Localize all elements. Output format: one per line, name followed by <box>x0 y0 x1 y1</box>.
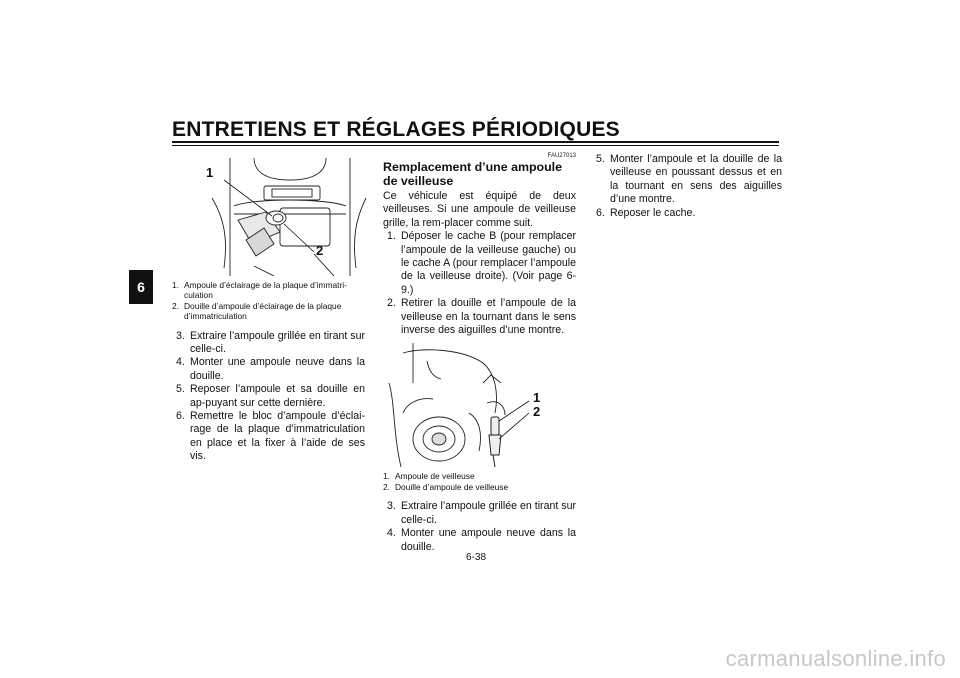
step-item: 5. Reposer l’ampoule et sa douille en ap-puyant sur cette dernière. <box>176 383 365 409</box>
step-list <box>176 330 365 464</box>
header-rule-thin <box>172 145 779 146</box>
step-list <box>387 500 576 554</box>
auxiliary-light-figure <box>383 343 573 467</box>
reference-code: FAU27013 <box>547 153 576 159</box>
step-item: 5. Monter l’ampoule et la douille de la veilleuse en poussant dessus et en la tournant en sens des aiguilles d’une montre. <box>596 153 782 206</box>
column-1 <box>172 158 365 464</box>
auxiliary-light-illustration <box>383 343 573 467</box>
step-item: 4. Monter une ampoule neuve dans la douille. <box>176 356 365 382</box>
page-number: 6-38 <box>466 552 487 563</box>
intro-paragraph: Ce véhicule est équipé de deux veilleuses. Si une ampoule de veilleuse grille, la rem-placer comme suit. <box>383 190 576 229</box>
column-2 <box>383 153 576 554</box>
legend-item: 1. Ampoule de veilleuse <box>383 471 475 482</box>
step-item: 6. Reposer le cache. <box>596 206 696 219</box>
step-item: 2. Retirer la douille et l’ampoule de la veilleuse en la tournant dans le sens inverse des aiguilles d’une montre. <box>387 297 576 337</box>
license-plate-light-illustration <box>194 158 384 276</box>
step-list <box>387 230 576 337</box>
figure-legend <box>383 471 576 492</box>
figure-legend <box>172 280 365 322</box>
header-rule <box>172 141 779 143</box>
chapter-tab: 6 <box>129 270 153 304</box>
step-item: 4. Monter une ampoule neuve dans la douille. <box>387 527 576 553</box>
watermark: carmanualsonline.info <box>725 646 946 671</box>
legend-item: 1. Ampoule d’éclairage de la plaque d’immatri-culation <box>172 280 347 301</box>
figure-callout-2: 2 <box>316 243 324 258</box>
step-item: 1. Déposer le cache B (pour remplacer l’ampoule de la veilleuse gauche) ou le cache A (pour remplacer l’ampoule de la veilleuse droite). (Voir page 6-9.) <box>387 230 576 296</box>
section-heading: Remplacement d’une ampoule de veilleuse <box>383 160 563 188</box>
figure-callout-1: 1 <box>206 165 214 180</box>
legend-item: 2. Douille d’ampoule d’éclairage de la plaque d’immatriculation <box>172 300 342 322</box>
figure-callout-1: 1 <box>533 390 541 406</box>
step-item: 3. Extraire l’ampoule grillée en tirant sur celle-ci. <box>176 329 365 356</box>
legend-item: 2. Douille d’ampoule de veilleuse <box>383 481 509 492</box>
column-3 <box>596 153 782 220</box>
step-item: 6. Remettre le bloc d’ampoule d’éclai-rage de la plaque d’immatriculation en place et la fixer à l’aide de ses vis. <box>176 410 365 463</box>
figure-callout-2: 2 <box>533 404 541 420</box>
license-plate-light-figure <box>194 158 384 276</box>
page-title: ENTRETIENS ET RÉGLAGES PÉRIODIQUES <box>172 118 620 141</box>
step-list <box>596 153 782 220</box>
step-item: 3. Extraire l’ampoule grillée en tirant sur celle-ci. <box>387 500 576 526</box>
